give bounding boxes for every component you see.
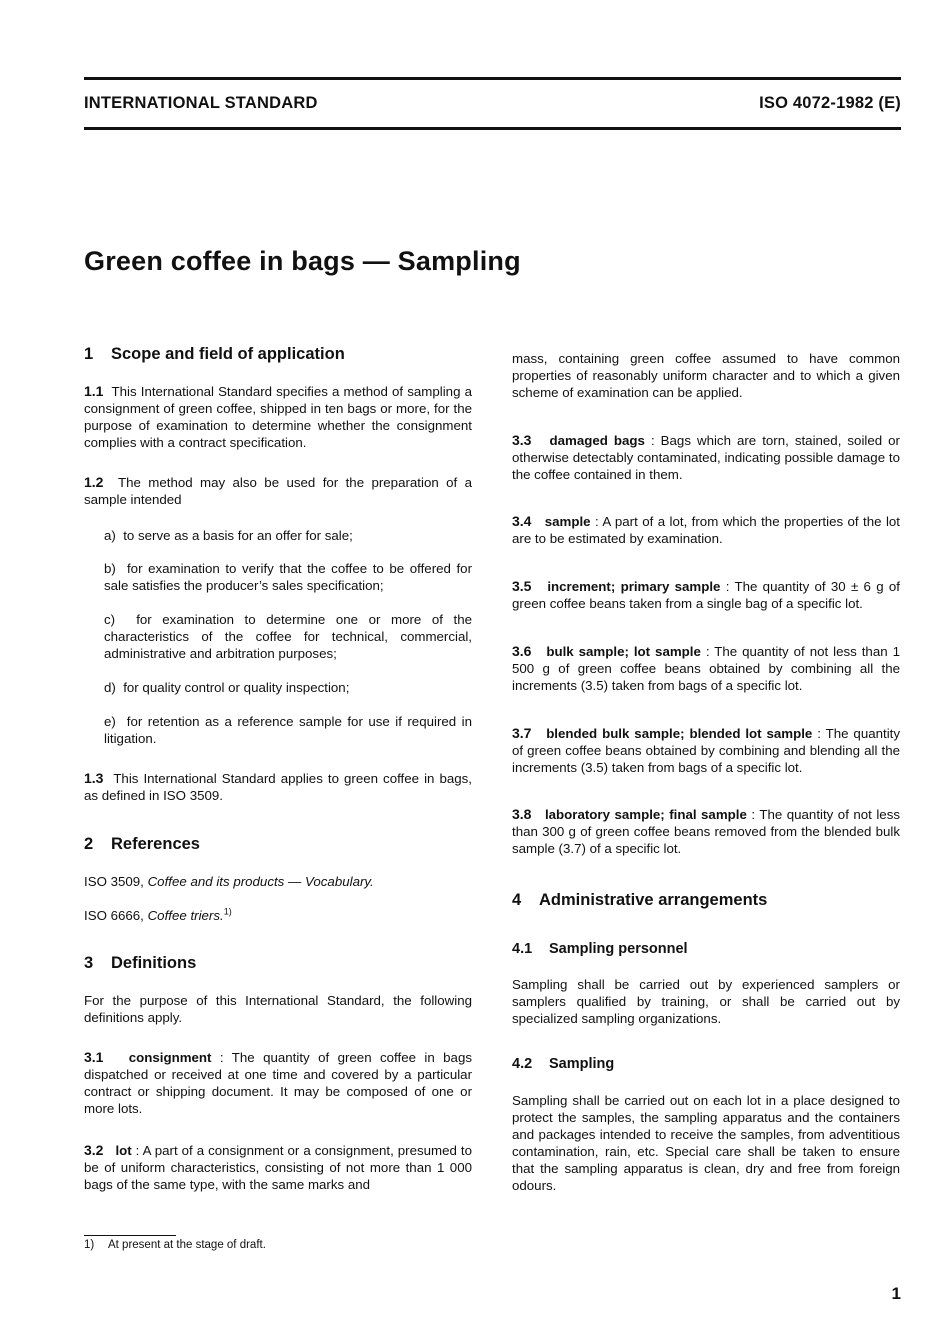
section-title: References bbox=[111, 835, 200, 853]
definition-text: A part of a lot, from which the properties of the lot are to be estimated by examination. bbox=[512, 514, 900, 546]
section-title: Administrative arrangements bbox=[539, 891, 768, 909]
section-2-heading bbox=[84, 836, 472, 853]
clause-text: The method may also be used for the preparation of a sample intended bbox=[84, 475, 472, 507]
section-4-heading bbox=[512, 892, 900, 909]
clause-number: 3.3 bbox=[512, 432, 532, 448]
list-item-d bbox=[104, 679, 472, 696]
definition-3-4: 3.4 sample : A part of a lot, from which the properties of the lot are to be estimated by examination. bbox=[512, 513, 900, 546]
section-number: 4 bbox=[512, 891, 522, 909]
footnote bbox=[84, 1239, 266, 1251]
page-title: Green coffee in bags — Sampling bbox=[84, 246, 521, 276]
definition-3-2-continued: mass, containing green coffee assumed to have common properties of reasonably uniform character and to which a given scheme of examination can be applied. bbox=[512, 351, 900, 400]
reference-iso-6666 bbox=[84, 907, 472, 924]
clause-number: 1.2 bbox=[84, 474, 104, 490]
definition-term: sample bbox=[544, 514, 591, 529]
definitions-intro: For the purpose of this International Standard, the following definitions apply. bbox=[84, 993, 472, 1025]
section-1-heading bbox=[84, 346, 472, 363]
footnote-mark: 1) bbox=[84, 1239, 95, 1251]
list-item-e bbox=[104, 713, 472, 747]
reference-code: ISO 6666, bbox=[84, 908, 144, 923]
section-number: 2 bbox=[84, 835, 94, 853]
clause-number: 3.8 bbox=[512, 806, 532, 822]
reference-title: Coffee and its products — Vocabulary. bbox=[147, 874, 374, 889]
clause-text: This International Standard applies to green coffee in bags, as defined in ISO 3509. bbox=[84, 771, 472, 803]
section-title: Scope and field of application bbox=[111, 345, 345, 363]
definition-term: lot bbox=[115, 1143, 132, 1158]
list-item-label: b) bbox=[104, 561, 116, 576]
definition-text: The quantity of green coffee in bags dispatched or received at one time and covered by a particular contract or shipping document. It may be composed of one or more lots. bbox=[84, 1050, 472, 1116]
definition-text: Bags which are torn, stained, soiled or otherwise detectably contaminated, indicating possible damage to the coffee contained in them. bbox=[512, 433, 900, 482]
clause-1-3 bbox=[84, 770, 472, 804]
list-item-text: for examination to determine one or more of the characteristics of the coffee for technical, commercial, administrative and arbitration purposes; bbox=[104, 612, 472, 661]
subsection-title: Sampling personnel bbox=[549, 941, 688, 957]
clause-number: 3.4 bbox=[512, 513, 532, 529]
section-number: 3 bbox=[84, 954, 94, 972]
section-3-heading bbox=[84, 955, 472, 972]
paragraph-4-1: Sampling shall be carried out by experienced samplers or samplers qualified by training, or shall be carried out by specialized sampling organizations. bbox=[512, 977, 900, 1026]
reference-title: Coffee triers. bbox=[147, 908, 224, 923]
reference-code: ISO 3509, bbox=[84, 874, 144, 889]
definition-text: The quantity of not less than 1 500 g of green coffee beans obtained by combining all the increments (3.5) taken from bags of a specific lot. bbox=[512, 644, 900, 693]
list-item-c bbox=[104, 611, 472, 662]
definition-3-8: 3.8 laboratory sample; final sample : The quantity of not less than 300 g of green coffee beans removed from the blended bulk sample (3.7) of a specific lot. bbox=[512, 806, 901, 856]
definition-term: damaged bags bbox=[549, 433, 645, 448]
definition-text: The quantity of 30 ± 6 g of green coffee beans taken from a single bag of a specific lot. bbox=[512, 579, 900, 611]
clause-number: 3.7 bbox=[512, 725, 532, 741]
subsection-number: 4.1 bbox=[512, 941, 533, 957]
definition-3-6: 3.6 bulk sample; lot sample : The quantity of not less than 1 500 g of green coffee beans obtained by combining all the increments (3.5) taken from bags of a specific lot. bbox=[512, 643, 900, 693]
definition-3-7: 3.7 blended bulk sample; blended lot sample : The quantity of green coffee beans obtained by combining and blending all the increments (3.5) taken from bags of a specific lot. bbox=[512, 725, 900, 775]
clause-number: 3.5 bbox=[512, 578, 532, 594]
definition-3-5: 3.5 increment; primary sample : The quantity of 30 ± 6 g of green coffee beans taken from a single bag of a specific lot. bbox=[512, 578, 900, 611]
definition-text: The quantity of green coffee beans obtained by combining and blending all the increments (3.5) taken from bags of a specific lot. bbox=[512, 726, 900, 775]
list-item-b bbox=[104, 560, 472, 594]
section-4-1-heading bbox=[512, 941, 900, 958]
document-type-label: INTERNATIONAL STANDARD bbox=[84, 94, 318, 112]
clause-number: 3.1 bbox=[84, 1049, 104, 1065]
definition-3-2: 3.2 lot : A part of a consignment or a consignment, presumed to be of uniform characteristics, consisting of not more than 1 000 bags of the same type, with the same marks and bbox=[84, 1142, 472, 1192]
section-4-2-heading bbox=[512, 1056, 900, 1073]
clause-1-2 bbox=[84, 474, 472, 508]
definition-term: increment; primary sample bbox=[547, 579, 721, 594]
list-item-text: to serve as a basis for an offer for sale; bbox=[123, 528, 353, 543]
section-number: 1 bbox=[84, 345, 94, 363]
list-item-label: e) bbox=[104, 714, 116, 729]
header-top-rule bbox=[84, 77, 901, 80]
clause-number: 3.6 bbox=[512, 643, 532, 659]
footnote-rule bbox=[84, 1235, 176, 1236]
list-item-label: a) bbox=[104, 528, 116, 543]
definition-term: consignment bbox=[128, 1050, 212, 1065]
paragraph-4-2: Sampling shall be carried out on each lot in a place designed to protect the samples, the sampling apparatus and the containers and packages intended to receive the samples, from adventitious contamination, rain, etc. Special care shall be taken to ensure that the sampling apparatus is clean, dry and free from foreign odours. bbox=[512, 1093, 900, 1193]
list-item-a bbox=[104, 527, 472, 544]
clause-number: 1.3 bbox=[84, 770, 104, 786]
list-item-text: for quality control or quality inspection; bbox=[123, 680, 350, 695]
definition-text: The quantity of not less than 300 g of green coffee beans removed from the blended bulk sample (3.7) of a specific lot. bbox=[512, 807, 901, 856]
footnote-marker: 1) bbox=[223, 906, 232, 917]
list-item-text: for examination to verify that the coffee to be offered for sale satisfies the producer’s sales specification; bbox=[104, 561, 473, 593]
list-item-label: c) bbox=[104, 612, 116, 627]
standard-number-label: ISO 4072-1982 (E) bbox=[759, 94, 901, 112]
list-item-label: d) bbox=[104, 680, 116, 695]
list-item-text: for retention as a reference sample for use if required in litigation. bbox=[104, 714, 472, 746]
page-number: 1 bbox=[891, 1284, 901, 1303]
section-title: Definitions bbox=[111, 954, 197, 972]
definition-3-3: 3.3 damaged bags : Bags which are torn, stained, soiled or otherwise detectably contaminated, indicating possible damage to the coffee contained in them. bbox=[512, 432, 900, 482]
subsection-title: Sampling bbox=[549, 1056, 615, 1072]
clause-1-1 bbox=[84, 383, 472, 451]
reference-iso-3509 bbox=[84, 873, 472, 890]
footnote-text: At present at the stage of draft. bbox=[108, 1239, 266, 1251]
clause-number: 3.2 bbox=[84, 1142, 104, 1158]
definition-term: bulk sample; lot sample bbox=[546, 644, 701, 659]
subsection-number: 4.2 bbox=[512, 1056, 533, 1072]
definition-text: A part of a consignment or a consignment, presumed to be of uniform characteristics, consisting of not more than 1 000 bags of the same type, with the same marks and bbox=[84, 1143, 472, 1192]
clause-text: This International Standard specifies a method of sampling a consignment of green coffee, shipped in ten bags or more, for the purpose of examination to determine whether the consignment complies with a contract specification. bbox=[84, 384, 472, 450]
definition-term: laboratory sample; final sample bbox=[544, 807, 747, 822]
clause-number: 1.1 bbox=[84, 383, 104, 399]
header-bottom-rule bbox=[84, 127, 901, 130]
definition-3-1: 3.1 consignment : The quantity of green coffee in bags dispatched or received at one time and covered by a particular contract or shipping document. It may be composed of one or more lots. bbox=[84, 1049, 472, 1116]
definition-term: blended bulk sample; blended lot sample bbox=[546, 726, 813, 741]
